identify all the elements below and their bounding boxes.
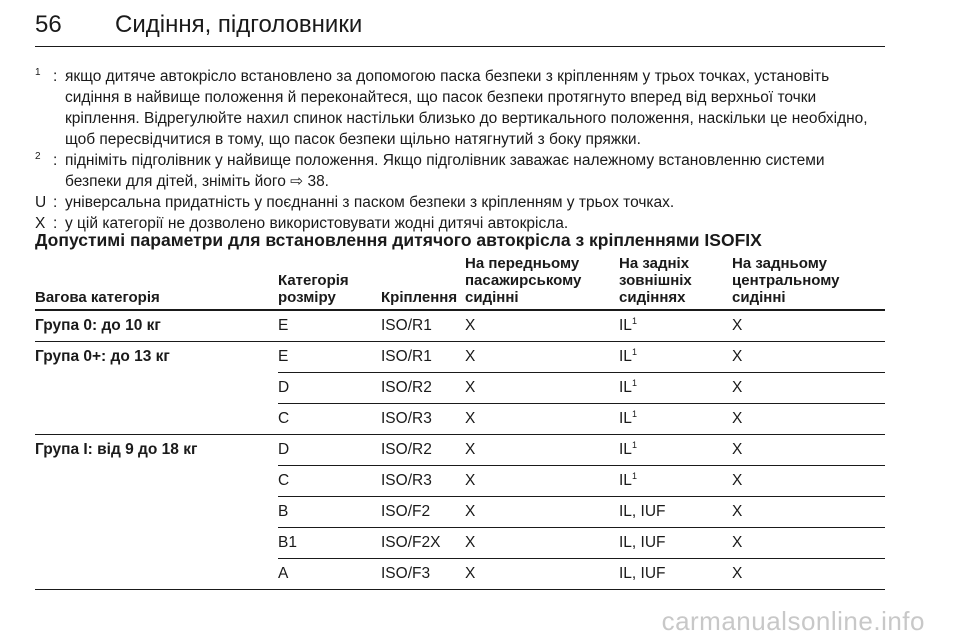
cell-weight-category bbox=[35, 310, 278, 342]
cell-front-passenger-seat bbox=[465, 466, 619, 497]
table-row bbox=[35, 310, 885, 342]
footnote-colon: : bbox=[53, 194, 58, 211]
cell-front-passenger-seat bbox=[465, 559, 619, 590]
cell-size-category bbox=[278, 373, 381, 404]
cell-rear-outer-seats-text: IL bbox=[619, 441, 632, 458]
footnotes bbox=[35, 66, 885, 234]
cell-size-category-text: D bbox=[278, 379, 290, 396]
cell-rear-center-seat-text: X bbox=[732, 317, 743, 334]
cell-rear-center-seat bbox=[732, 466, 885, 497]
footnote-reference: 1 bbox=[631, 471, 637, 481]
cell-front-passenger-seat-text: X bbox=[465, 441, 476, 458]
cell-rear-center-seat bbox=[732, 310, 885, 342]
cell-rear-center-seat-text: X bbox=[732, 534, 743, 551]
cell-size-category bbox=[278, 342, 381, 373]
cell-fixture-text: ISO/R2 bbox=[381, 441, 432, 458]
cell-fixture bbox=[381, 466, 465, 497]
cell-fixture-text: ISO/R2 bbox=[381, 379, 432, 396]
cell-fixture-text: ISO/R3 bbox=[381, 472, 432, 489]
cell-weight-category-text: Група 0+: до 13 кг bbox=[35, 348, 170, 366]
cell-front-passenger-seat bbox=[465, 342, 619, 373]
table-row bbox=[35, 528, 885, 559]
cell-weight-category bbox=[35, 404, 278, 435]
cell-front-passenger-seat bbox=[465, 435, 619, 466]
cell-fixture-text: ISO/F2X bbox=[381, 534, 441, 551]
cell-rear-outer-seats bbox=[619, 373, 732, 404]
cell-front-passenger-seat bbox=[465, 404, 619, 435]
cell-front-passenger-seat-text: X bbox=[465, 534, 476, 551]
footnote-mark: X bbox=[35, 215, 46, 232]
table-row bbox=[35, 466, 885, 497]
header-size-category: Категорія розміру bbox=[278, 255, 381, 310]
cell-fixture bbox=[381, 373, 465, 404]
cell-size-category-text: C bbox=[278, 472, 290, 489]
cell-front-passenger-seat-text: X bbox=[465, 503, 476, 520]
cell-fixture-text: ISO/R1 bbox=[381, 348, 432, 365]
cell-front-passenger-seat bbox=[465, 373, 619, 404]
footnote bbox=[35, 66, 885, 150]
page-header bbox=[35, 6, 885, 47]
cell-fixture-text: ISO/R3 bbox=[381, 410, 432, 427]
cell-rear-outer-seats bbox=[619, 466, 732, 497]
cell-front-passenger-seat-text: X bbox=[465, 348, 476, 365]
table-title: Допустимі параметри для встановлення дитячого автокрісла з кріпленнями ISOFIX bbox=[35, 230, 762, 250]
footnote-reference: 1 bbox=[631, 409, 637, 419]
cell-fixture-text: ISO/F2 bbox=[381, 503, 431, 520]
cell-front-passenger-seat bbox=[465, 497, 619, 528]
cell-weight-category bbox=[35, 497, 278, 528]
cell-size-category bbox=[278, 528, 381, 559]
cell-rear-outer-seats bbox=[619, 528, 732, 559]
footnote-text: якщо дитяче автокрісло встановлено за допомогою паска безпеки з кріпленням у трьох точках, установіть сидіння в найвище положення й переконайтеся, що пасок безпеки протягнуто вперед від верхньої точки кріплення. Відрегулюйте нахил спинок настільки близько до вертикального положення, наскільки це необхідно, щоб пересвідчитися в тому, що пасок безпеки щільно натягнутий з боку пряжки. bbox=[65, 68, 868, 148]
cell-rear-outer-seats bbox=[619, 559, 732, 590]
cell-rear-outer-seats-text: IL bbox=[619, 410, 632, 427]
cell-rear-outer-seats-text: IL, IUF bbox=[619, 534, 666, 551]
table-row bbox=[35, 559, 885, 590]
cell-fixture-text: ISO/F3 bbox=[381, 565, 431, 582]
footnote-reference: 1 bbox=[631, 347, 637, 357]
cell-rear-center-seat bbox=[732, 404, 885, 435]
header-rear-outer-seats: На задніх зовнішніх сидіннях bbox=[619, 255, 732, 310]
cell-front-passenger-seat bbox=[465, 310, 619, 342]
cell-weight-category bbox=[35, 559, 278, 590]
footnote-mark: 1 bbox=[35, 67, 41, 78]
cell-size-category-text: E bbox=[278, 348, 289, 365]
footnote-reference: 1 bbox=[631, 316, 637, 326]
footnote-mark: U bbox=[35, 194, 47, 211]
cell-fixture bbox=[381, 342, 465, 373]
table-header-row bbox=[35, 255, 885, 310]
cell-rear-center-seat-text: X bbox=[732, 472, 743, 489]
cell-rear-center-seat-text: X bbox=[732, 441, 743, 458]
isofix-parameters-table bbox=[35, 255, 885, 590]
footnote-text: у цій категорії не дозволено використовувати жодні дитячі автокрісла. bbox=[65, 215, 569, 232]
table-row bbox=[35, 404, 885, 435]
table-body bbox=[35, 310, 885, 590]
cell-fixture bbox=[381, 310, 465, 342]
cell-size-category-text: B bbox=[278, 503, 289, 520]
cell-rear-outer-seats-text: IL, IUF bbox=[619, 565, 666, 582]
cell-rear-outer-seats-text: IL bbox=[619, 472, 632, 489]
cell-fixture bbox=[381, 559, 465, 590]
cell-size-category bbox=[278, 559, 381, 590]
table-row bbox=[35, 497, 885, 528]
header-rear-center-seat: На задньому центральному сидінні bbox=[732, 255, 885, 310]
cell-size-category-text: A bbox=[278, 565, 289, 582]
footnote-reference: 1 bbox=[631, 440, 637, 450]
table-row bbox=[35, 435, 885, 466]
footnote-text: підніміть підголівник у найвище положення. Якщо підголівник заважає належному встановленню системи безпеки для дітей, зніміть його ⇨ 38. bbox=[65, 152, 825, 190]
footnote bbox=[35, 150, 885, 192]
cell-rear-outer-seats-text: IL, IUF bbox=[619, 503, 666, 520]
footnote-colon: : bbox=[53, 152, 58, 169]
cell-size-category bbox=[278, 435, 381, 466]
cell-rear-center-seat-text: X bbox=[732, 410, 743, 427]
cell-front-passenger-seat-text: X bbox=[465, 410, 476, 427]
header-front-passenger-seat: На передньому пасажирському сидінні bbox=[465, 255, 619, 310]
cell-weight-category bbox=[35, 373, 278, 404]
cell-front-passenger-seat-text: X bbox=[465, 472, 476, 489]
footnote-text: універсальна придатність у поєднанні з паском безпеки з кріпленням у трьох точках. bbox=[65, 194, 675, 211]
page-number: 56 bbox=[35, 11, 62, 38]
cell-fixture bbox=[381, 404, 465, 435]
cell-size-category bbox=[278, 310, 381, 342]
footnote-colon: : bbox=[53, 68, 58, 85]
cell-weight-category bbox=[35, 528, 278, 559]
cell-rear-center-seat bbox=[732, 497, 885, 528]
cell-rear-center-seat-text: X bbox=[732, 348, 743, 365]
cell-rear-outer-seats-text: IL bbox=[619, 348, 632, 365]
cell-front-passenger-seat-text: X bbox=[465, 317, 476, 334]
cell-rear-center-seat bbox=[732, 435, 885, 466]
cell-rear-center-seat bbox=[732, 528, 885, 559]
header-fixture: Кріплення bbox=[381, 255, 465, 310]
cell-rear-outer-seats bbox=[619, 342, 732, 373]
page-title: Сидіння, підголовники bbox=[115, 11, 363, 38]
cell-rear-center-seat bbox=[732, 373, 885, 404]
cell-size-category bbox=[278, 404, 381, 435]
cell-size-category-text: D bbox=[278, 441, 290, 458]
cell-rear-center-seat-text: X bbox=[732, 379, 743, 396]
cell-size-category bbox=[278, 466, 381, 497]
cell-size-category-text: B1 bbox=[278, 534, 297, 551]
cell-fixture-text: ISO/R1 bbox=[381, 317, 432, 334]
cell-weight-category bbox=[35, 466, 278, 497]
cell-size-category-text: E bbox=[278, 317, 289, 334]
cell-weight-category-text: Група I: від 9 до 18 кг bbox=[35, 441, 198, 459]
cell-rear-outer-seats bbox=[619, 404, 732, 435]
cell-fixture bbox=[381, 435, 465, 466]
cell-rear-center-seat-text: X bbox=[732, 503, 743, 520]
watermark: carmanualsonline.info bbox=[661, 606, 925, 636]
footnote bbox=[35, 192, 885, 213]
cell-weight-category bbox=[35, 342, 278, 373]
cell-rear-center-seat bbox=[732, 559, 885, 590]
cell-rear-center-seat bbox=[732, 342, 885, 373]
cell-rear-outer-seats-text: IL bbox=[619, 379, 632, 396]
cell-front-passenger-seat bbox=[465, 528, 619, 559]
header-weight-category: Вагова категорія bbox=[35, 255, 278, 310]
cell-front-passenger-seat-text: X bbox=[465, 379, 476, 396]
cell-rear-outer-seats-text: IL bbox=[619, 317, 632, 334]
cell-weight-category-text: Група 0: до 10 кг bbox=[35, 317, 161, 334]
footnote-reference: 1 bbox=[631, 378, 637, 388]
cell-size-category-text: C bbox=[278, 410, 290, 427]
cell-rear-outer-seats bbox=[619, 497, 732, 528]
table-row bbox=[35, 373, 885, 404]
cell-rear-outer-seats bbox=[619, 310, 732, 342]
footnote-colon: : bbox=[53, 215, 58, 232]
cell-rear-outer-seats bbox=[619, 435, 732, 466]
footnote-mark: 2 bbox=[35, 151, 41, 162]
cell-front-passenger-seat-text: X bbox=[465, 565, 476, 582]
cell-weight-category bbox=[35, 435, 278, 466]
cell-fixture bbox=[381, 497, 465, 528]
cell-fixture bbox=[381, 528, 465, 559]
table-row bbox=[35, 342, 885, 373]
cell-rear-center-seat-text: X bbox=[732, 565, 743, 582]
cell-size-category bbox=[278, 497, 381, 528]
